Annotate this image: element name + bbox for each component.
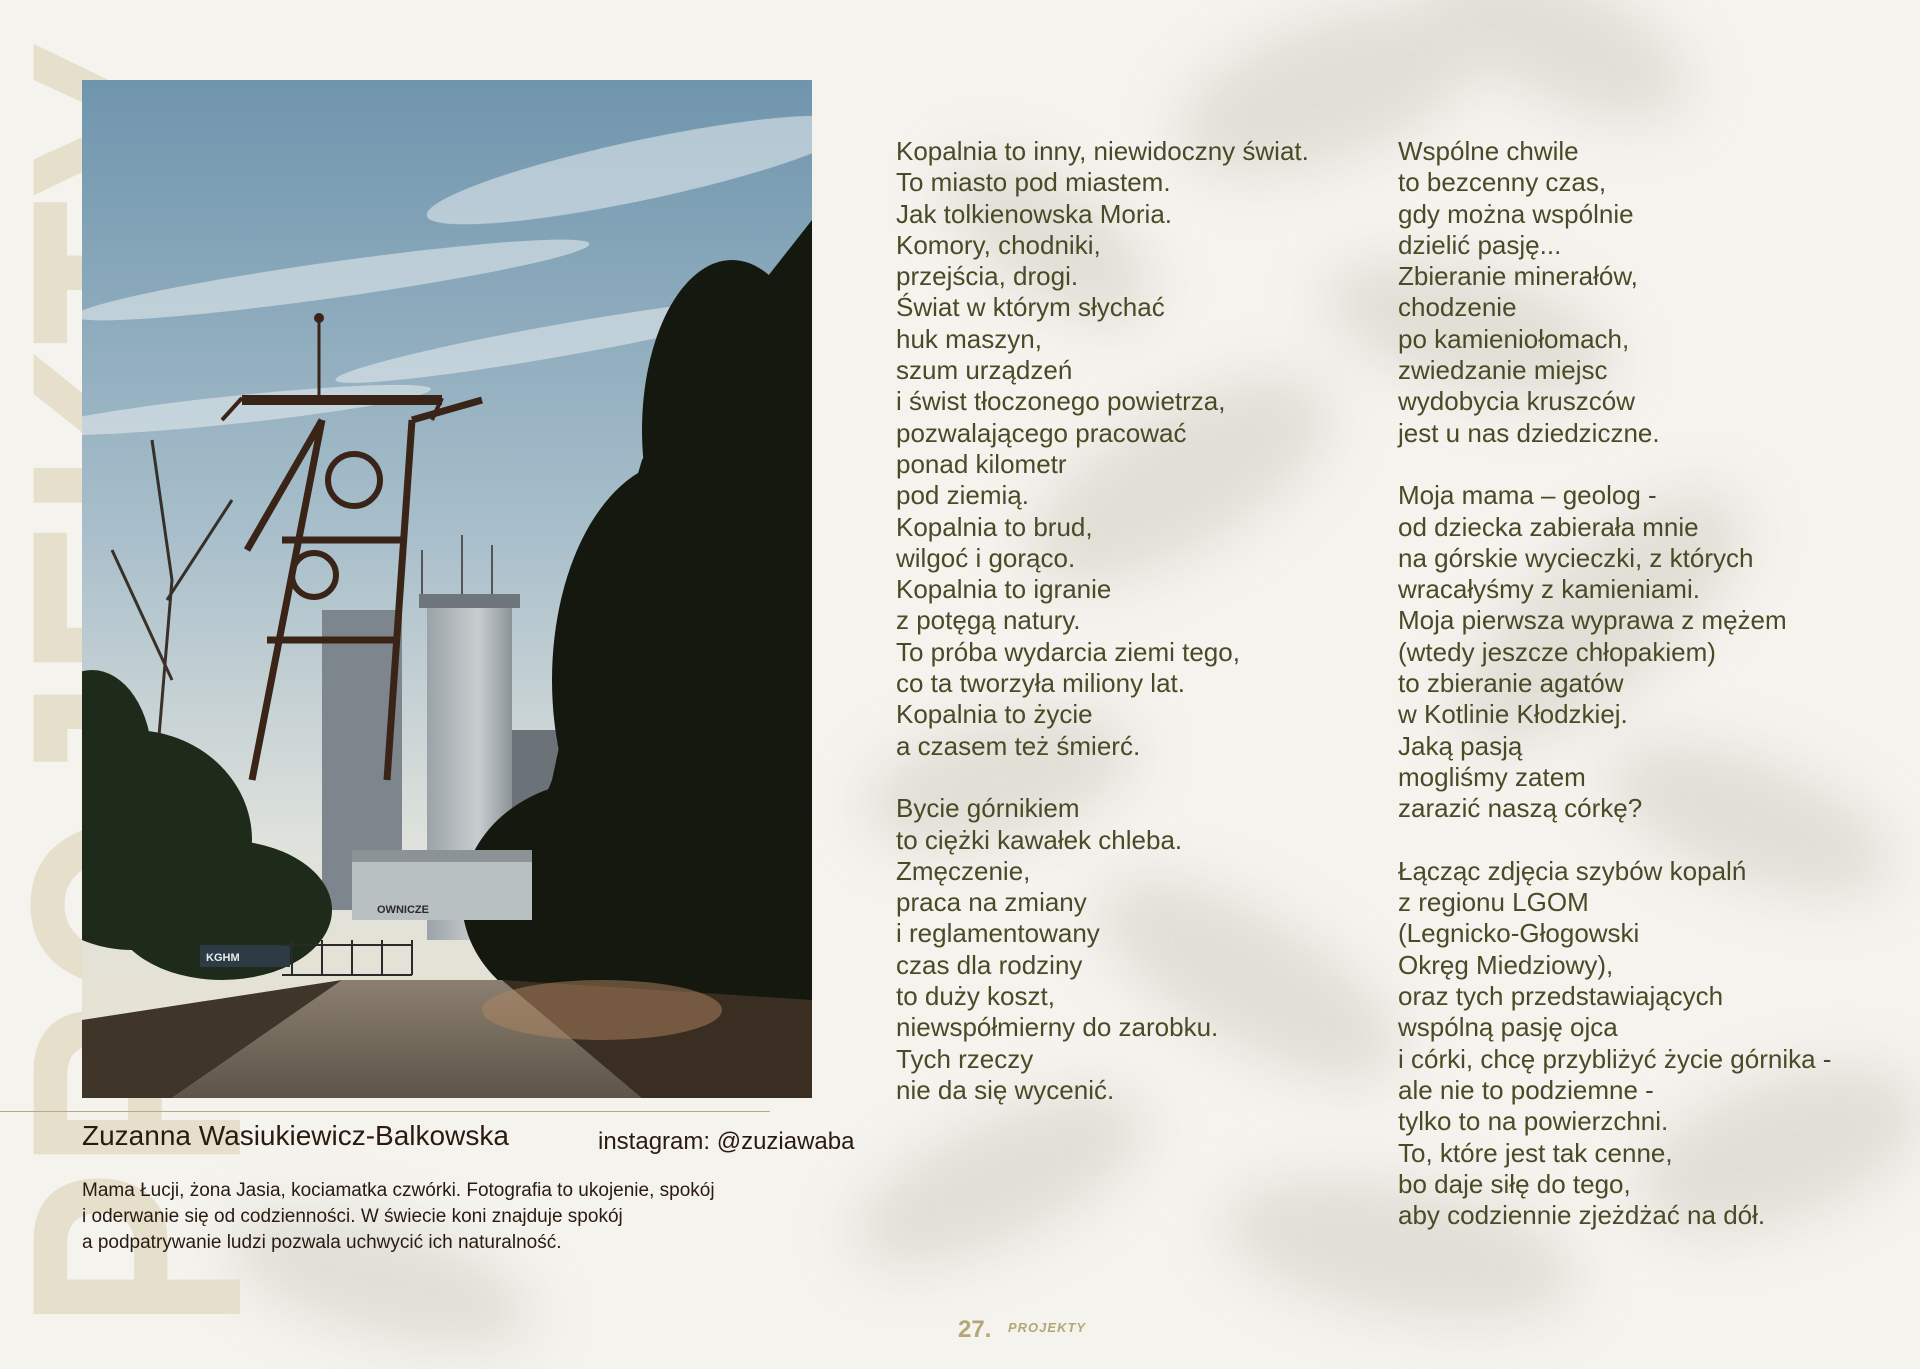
poem-line: pod ziemią. xyxy=(896,480,1029,511)
poem-line: dzielić pasję... xyxy=(1398,229,1562,260)
poem-line: Moja pierwsza wyprawa z mężem xyxy=(1398,605,1787,636)
poem-line: zwiedzanie miejsc xyxy=(1398,355,1608,386)
building-label: OWNICZE xyxy=(377,904,429,916)
poem-line: To miasto pod miastem. xyxy=(896,167,1171,198)
poem-line: Zbieranie minerałów, xyxy=(1398,261,1638,292)
poem-line: wspólną pasję ojca xyxy=(1398,1012,1618,1043)
mine-shaft-photo xyxy=(82,80,812,1098)
kghm-sign: KGHM xyxy=(206,952,240,964)
poem-line: w Kotlinie Kłodzkiej. xyxy=(1398,699,1628,730)
bio-line: a podpatrywanie ludzi pozwala uchwycić ich naturalność. xyxy=(82,1232,562,1253)
poem-line: (wtedy jeszcze chłopakiem) xyxy=(1398,636,1716,667)
poem-line: to bezcenny czas, xyxy=(1398,167,1607,198)
poem-line: i reglamentowany xyxy=(896,918,1100,949)
poem-line: Jak tolkienowska Moria. xyxy=(896,198,1172,229)
poem-line: to duży koszt, xyxy=(896,981,1055,1012)
poem-line: Wspólne chwile xyxy=(1398,136,1579,166)
poem-line: Okręg Miedziowy), xyxy=(1398,949,1614,980)
poem-line: to zbieranie agatów xyxy=(1398,668,1624,699)
poem-column-left xyxy=(896,136,1309,1106)
poem-line: przejścia, drogi. xyxy=(896,261,1079,292)
poem-line: pozwalającego pracować xyxy=(896,417,1187,448)
poem-line: Zmęczenie, xyxy=(896,855,1031,886)
poem-line: Świat w którym słychać xyxy=(896,292,1165,323)
poem-line: Kopalnia to inny, niewidoczny świat. xyxy=(896,136,1309,166)
poem-line: wydobycia kruszców xyxy=(1398,386,1635,417)
poem-line: To, które jest tak cenne, xyxy=(1398,1137,1673,1168)
author-instagram: instagram: @zuziawaba xyxy=(598,1128,855,1155)
poem-line: czas dla rodziny xyxy=(896,949,1083,980)
poem-line: ale nie to podziemne - xyxy=(1398,1074,1654,1105)
poem-line: tylko to na powierzchni. xyxy=(1398,1106,1669,1137)
author-name: Zuzanna Wasiukiewicz-Balkowska xyxy=(82,1120,509,1151)
poem-line: jest u nas dziedziczne. xyxy=(1398,417,1660,448)
poem-line: huk maszyn, xyxy=(896,323,1042,354)
poem-line: i córki, chcę przybliżyć życie górnika - xyxy=(1398,1043,1832,1074)
poem-line: Moja mama – geolog - xyxy=(1398,480,1657,511)
poem-line: a czasem też śmierć. xyxy=(896,730,1141,761)
poem-line: na górskie wycieczki, z których xyxy=(1398,542,1754,573)
bio-line: Mama Łucji, żona Jasia, kociamatka czwórki. Fotografia to ukojenie, spokój xyxy=(82,1180,715,1201)
poem-line: niewspółmierny do zarobku. xyxy=(896,1012,1219,1043)
poem-stanza-break xyxy=(1398,449,1831,480)
poem-line: Jaką pasją xyxy=(1398,730,1523,761)
poem-line: z regionu LGOM xyxy=(1398,887,1589,918)
poem-line: (Legnicko-Głogowski xyxy=(1398,918,1640,949)
poem-line: Bycie górnikiem xyxy=(896,793,1080,824)
poem-line: to ciężki kawałek chleba. xyxy=(896,824,1183,855)
poem-line: i świst tłoczonego powietrza, xyxy=(896,386,1226,417)
page-number: 27. xyxy=(958,1316,992,1343)
poem-line: zarazić naszą córkę? xyxy=(1398,793,1643,824)
author-bio xyxy=(82,1178,802,1256)
poem-line: z potęgą natury. xyxy=(896,605,1081,636)
poem-line: bo daje siłę do tego, xyxy=(1398,1168,1631,1199)
poem-line: Kopalnia to brud, xyxy=(896,511,1093,542)
poem-line: chodzenie xyxy=(1398,292,1517,323)
poem-stanza-break xyxy=(1398,825,1831,856)
poem-line: co ta tworzyła miliony lat. xyxy=(896,668,1185,699)
author-divider xyxy=(0,1111,770,1112)
poem-line: Kopalnia to igranie xyxy=(896,574,1112,605)
poem-line: aby codziennie zjeżdżać na dół. xyxy=(1398,1200,1766,1231)
poem-line: ponad kilometr xyxy=(896,448,1067,479)
poem-column-right xyxy=(1398,136,1831,1231)
poem-line: nie da się wycenić. xyxy=(896,1074,1115,1105)
poem-line: Komory, chodniki, xyxy=(896,229,1101,260)
poem-line: od dziecka zabierała mnie xyxy=(1398,511,1699,542)
poem-line: mogliśmy zatem xyxy=(1398,761,1586,792)
poem-line: po kamieniołomach, xyxy=(1398,323,1630,354)
bio-line: i oderwanie się od codzienności. W świecie koni znajduje spokój xyxy=(82,1206,623,1227)
poem-line: gdy można wspólnie xyxy=(1398,198,1634,229)
poem-line: szum urządzeń xyxy=(896,355,1073,386)
poem-line: wilgoć i gorąco. xyxy=(896,542,1076,573)
poem-line: praca na zmiany xyxy=(896,887,1087,918)
poem-line: To próba wydarcia ziemi tego, xyxy=(896,636,1240,667)
poem-stanza-break xyxy=(896,762,1309,793)
poem-line: Łącząc zdjęcia szybów kopalń xyxy=(1398,855,1747,886)
poem-line: Kopalnia to życie xyxy=(896,699,1093,730)
poem-line: oraz tych przedstawiających xyxy=(1398,981,1724,1012)
section-label: PROJEKTY xyxy=(1008,1320,1087,1335)
poem-line: Tych rzeczy xyxy=(896,1043,1034,1074)
poem-line: wracałyśmy z kamieniami. xyxy=(1398,574,1700,605)
